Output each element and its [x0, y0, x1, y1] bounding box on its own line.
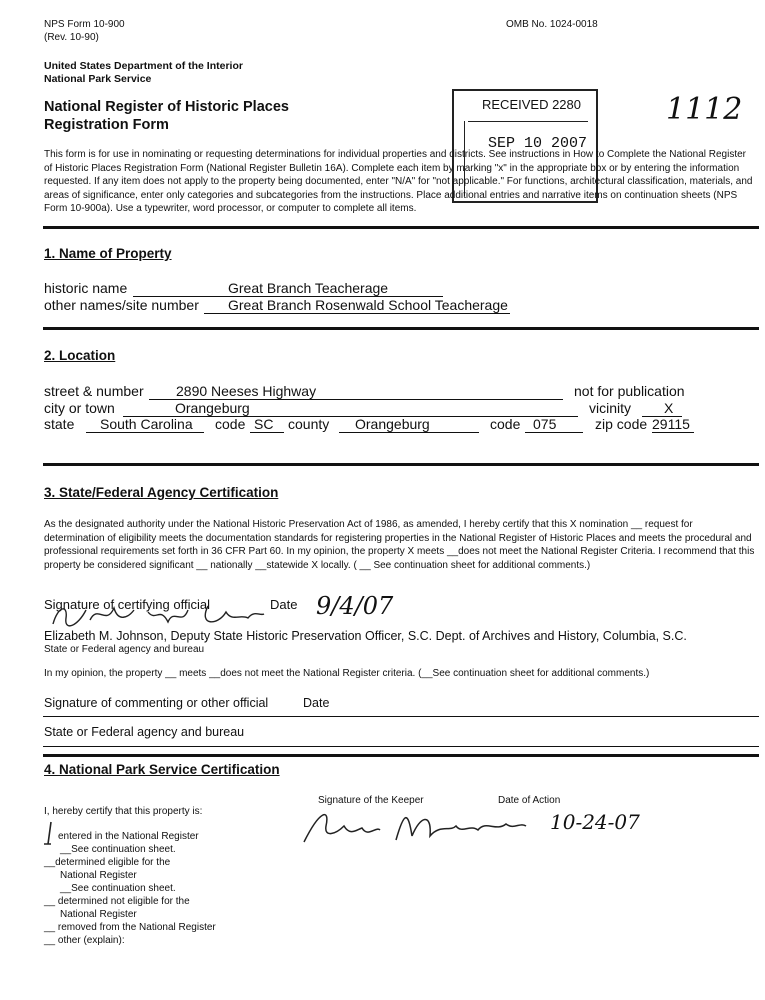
county-field[interactable]: Orangeburg: [339, 416, 479, 433]
other-names-label: other names/site number: [44, 297, 199, 313]
zip-label: zip code: [595, 416, 648, 432]
department: United States Department of the Interior: [44, 60, 243, 72]
form-subtitle: Registration Form: [44, 117, 169, 133]
form-number: NPS Form 10-900: [44, 19, 125, 30]
opinion-text: In my opinion, the property __ meets __does not meet the National Register criteria. (__See continuation sheet for additional comments.): [44, 668, 650, 679]
option-continuation: __See continuation sheet.: [60, 883, 176, 894]
section-divider: [43, 463, 759, 466]
street-label: street & number: [44, 383, 144, 399]
option-removed: __ removed from the National Register: [44, 922, 216, 933]
option-not-eligible: __ determined not eligible for the: [44, 896, 190, 907]
section-1-heading: 1. Name of Property: [44, 246, 172, 261]
zip-field[interactable]: 29115: [652, 416, 694, 433]
certification-text: As the designated authority under the National Historic Preservation Act of 1986, as amended, I hereby certify that this X nomination __ request for determination of eligibility meets the documentation standards for registering properties in the National Register of Historic Places and meets the procedural and professional requirements set forth in 36 CFR Part 60. In my opinion, the property X meets __does not meet the National Register Criteria. I recommend that this property be considered significant __ nationally __statewide X locally. ( __ See continuation sheet for additional comments.): [44, 519, 755, 571]
section-4-heading: 4. National Park Service Certification: [44, 762, 280, 777]
signature-official-label: Signature of certifying official: [44, 597, 210, 612]
street-field[interactable]: 2890 Neeses Highway: [149, 383, 563, 400]
stamp-line: [468, 121, 588, 122]
state-field[interactable]: South Carolina: [86, 416, 204, 433]
keeper-signature: [300, 806, 530, 848]
county-code-field[interactable]: 075: [525, 416, 583, 433]
signature-official: [48, 596, 268, 632]
agency-label: State or Federal agency and bureau: [44, 644, 205, 655]
omb-number: OMB No. 1024-0018: [506, 19, 598, 30]
option-other: __ other (explain):: [44, 935, 125, 946]
state-code-field[interactable]: SC: [250, 416, 284, 433]
option-not-eligible-cont: National Register: [60, 909, 137, 920]
agency-line: [43, 746, 759, 747]
commenting-signature-label: Signature of commenting or other official: [44, 696, 269, 710]
city-field[interactable]: Orangeburg: [123, 400, 578, 417]
option-entered: entered in the National Register: [58, 831, 199, 842]
other-names-field[interactable]: Great Branch Rosenwald School Teacherage: [204, 297, 510, 314]
vicinity-label: vicinity: [589, 400, 632, 416]
vicinity-field[interactable]: X: [642, 400, 682, 417]
keeper-signature-label: Signature of the Keeper: [318, 795, 424, 806]
service: National Park Service: [44, 73, 152, 85]
historic-name-label: historic name: [44, 280, 128, 296]
not-for-publication-label: not for publication: [574, 383, 685, 399]
section-2-heading: 2. Location: [44, 348, 116, 363]
agency-bureau-label: State or Federal agency and bureau: [44, 725, 245, 739]
city-label: city or town: [44, 400, 115, 416]
option-eligible-cont: National Register: [60, 870, 137, 881]
county-code-label: code: [490, 416, 521, 432]
signature-line: [43, 716, 759, 717]
state-label: state: [44, 416, 75, 432]
form-revision: (Rev. 10-90): [44, 32, 99, 43]
action-date: 10-24-07: [550, 810, 640, 834]
signature-date-label: Date: [270, 597, 298, 612]
handwritten-number: 1112: [666, 92, 743, 127]
historic-name-field[interactable]: Great Branch Teacherage: [133, 280, 443, 297]
certify-statement: I, hereby certify that this property is:: [44, 806, 203, 817]
received-label: RECEIVED 2280: [482, 97, 581, 112]
section-divider: [43, 226, 759, 229]
section-divider: [43, 327, 759, 330]
county-label: county: [288, 416, 330, 432]
date-of-action-label: Date of Action: [498, 795, 561, 806]
commenting-date-label: Date: [303, 696, 330, 710]
form-title: National Register of Historic Places: [44, 99, 289, 115]
intro-text: This form is for use in nominating or requesting determinations for individual properties and districts. See instructions in How to Complete the National Register of Historic Places Registration Form (National Register Bulletin 16A). Complete each item by marking "x" in the appropriate box or by entering the information requested. If any item does not apply to the property being documented, enter "N/A" for "not applicable." For functions, architectural classification, materials, and areas of significance, enter only categories and subcategories from the instructions. Place additional entries and narrative items on continuation sheets (NPS Form 10-900a). Use a typewriter, word processor, or computer to complete all items.: [44, 149, 753, 214]
code-label: code: [215, 416, 246, 432]
section-3-heading: 3. State/Federal Agency Certification: [44, 485, 279, 500]
signature-date: 9/4/07: [316, 592, 394, 620]
received-date: SEP 10 2007: [488, 135, 588, 152]
option-eligible: __determined eligible for the: [44, 857, 171, 868]
option-continuation: __See continuation sheet.: [60, 844, 176, 855]
official-name-title: Elizabeth M. Johnson, Deputy State Historic Preservation Officer, S.C. Dept. of Archives and History, Columbia, S.C.: [44, 629, 687, 643]
section-divider: [43, 754, 759, 757]
checkmark-icon: [42, 820, 58, 846]
